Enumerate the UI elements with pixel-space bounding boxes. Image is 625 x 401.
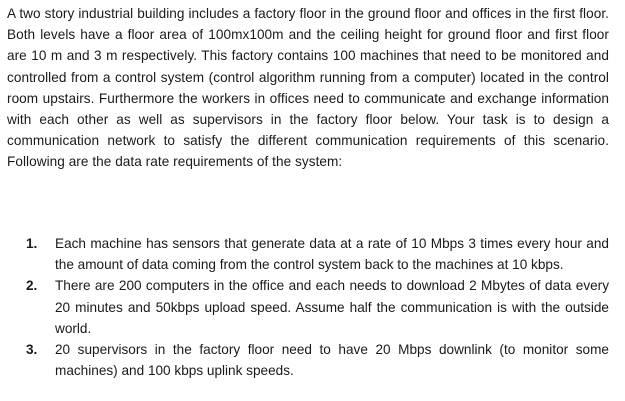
requirement-item-2 (26, 275, 609, 339)
requirement-number: 2. (26, 278, 38, 294)
requirement-item-3 (26, 339, 609, 381)
requirement-text: There are 200 computers in the office and each needs to download 2 Mbytes of data every 20 minutes and 50kbps upload speed. Assume half the communication is with the outside world. (55, 278, 609, 336)
intro-paragraph: A two story industrial building includes a factory floor in the ground floor and offices in the first floor. Both levels have a floor area of 100mx100m and the ceiling height for ground floor and first floor are 10 m and 3 m respectively. This factory contains 100 machines that need to be monitored and controlled from a control system (control algorithm running from a computer) located in the control room upstairs. Furthermore the workers in offices need to communicate and exchange information with each other as well as supervisors in the factory floor below. Your task is to design a communication network to satisfy the different communication requirements of this scenario. Following are the data rate requirements of the system: (7, 6, 609, 170)
requirements-list (26, 233, 609, 381)
requirement-item-1 (26, 233, 609, 275)
requirement-number: 3. (26, 342, 38, 358)
requirement-number: 1. (26, 236, 38, 251)
requirement-text: Each machine has sensors that generate data at a rate of 10 Mbps 3 times every hour and the amount of data coming from the control system back to the machines at 10 kbps. (55, 236, 609, 273)
requirement-text: 20 supervisors in the factory floor need to have 20 Mbps downlink (to monitor some machines) and 100 kbps uplink speeds. (55, 342, 609, 379)
